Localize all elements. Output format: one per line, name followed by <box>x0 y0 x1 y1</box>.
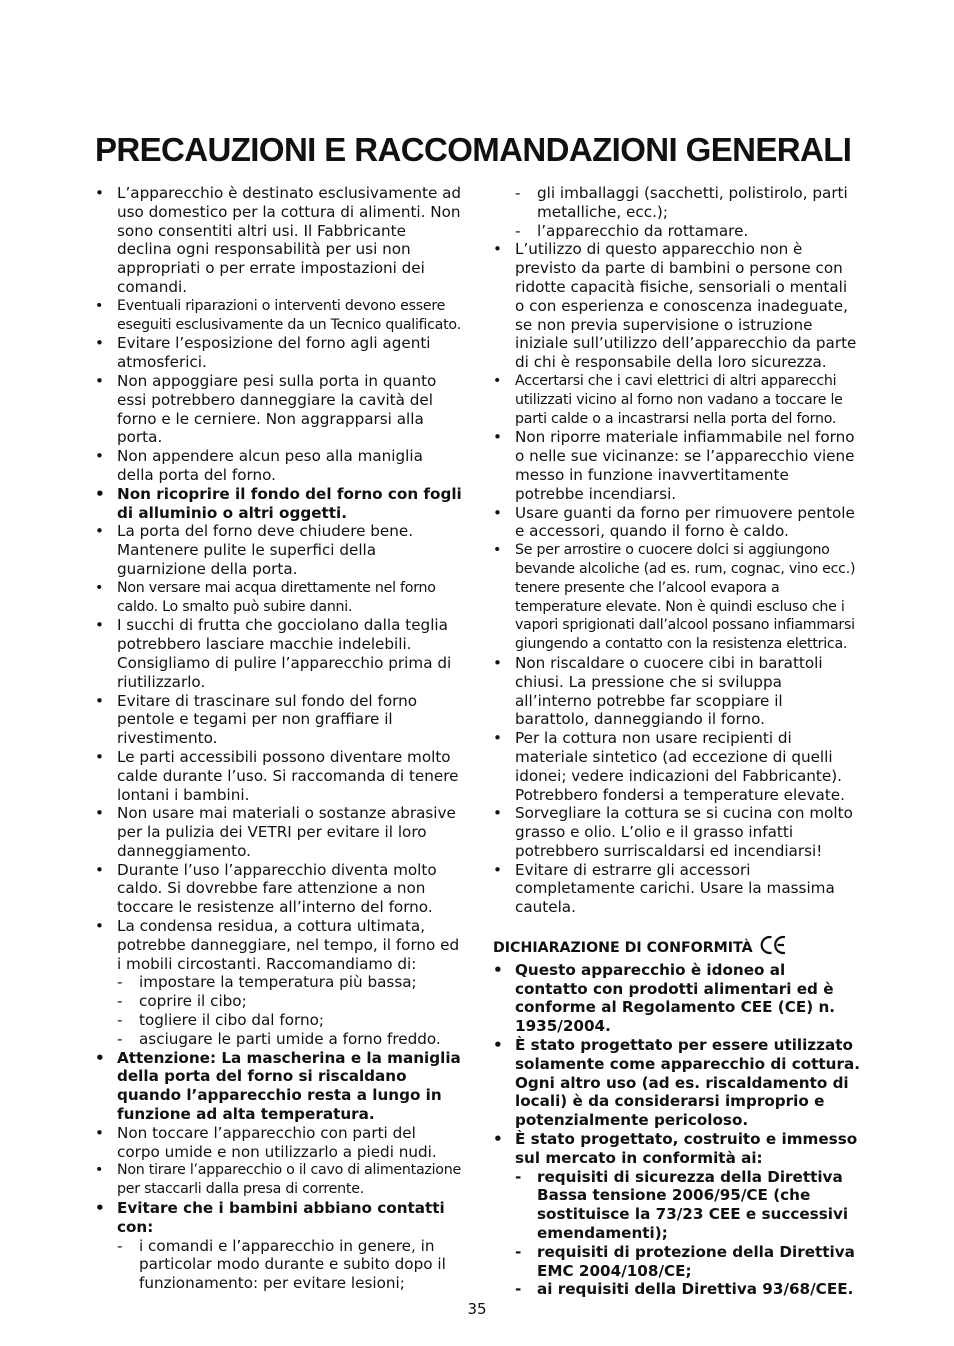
list-item <box>95 861 463 917</box>
list-item <box>95 1124 463 1162</box>
list-item <box>493 861 861 917</box>
list-item <box>95 616 463 691</box>
item-text: L’utilizzo di questo apparecchio non è previsto da parte di bambini o persone con ridotte capacità fisiche, sensoriali o mentali o con esperienza e conoscenza inadeguate, se non previa supervisione o istruzione iniziale sull’utilizzo dell’apparecchio da parte di chi è responsabile della loro sicurezza. <box>515 240 857 372</box>
list-item <box>95 692 463 748</box>
list-item <box>493 240 861 372</box>
sub-item-text: togliere il cibo dal forno; <box>139 1011 324 1030</box>
item-text: Le parti accessibili possono diventare molto calde durante l’uso. Si raccomanda di tenere lontani i bambini. <box>117 747 459 804</box>
sub-item-text: requisiti di sicurezza della Direttiva Bassa tensione 2006/95/CE (che sostituisce la 73/23 CEE e successivi emendamenti); <box>537 1167 849 1243</box>
bullet: • <box>95 579 104 596</box>
list-item <box>95 748 463 804</box>
list-item <box>493 729 861 804</box>
bullet: • <box>95 860 104 879</box>
item-text: Non appendere alcun peso alla maniglia della porta del forno. <box>117 447 423 484</box>
item-text: Durante l’uso l’apparecchio diventa molto caldo. Si dovrebbe fare attenzione a non toccare le resistenze all’interno del forno. <box>117 860 437 917</box>
sub-item-text: asciugare le parti umide a forno freddo. <box>139 1029 441 1048</box>
bullet: • <box>95 1162 104 1179</box>
list-item <box>493 504 861 542</box>
item-text: La condensa residua, a cottura ultimata, potrebbe danneggiare, nel tempo, il forno ed i mobili circostanti. Raccomandiamo di: <box>117 917 460 973</box>
sub-item-text: impostare la temperatura più bassa; <box>139 973 417 992</box>
page-number: 35 <box>467 1300 487 1318</box>
dash: - <box>117 1011 123 1030</box>
dash: - <box>515 1167 522 1186</box>
list-item <box>493 654 861 729</box>
sub-item-bold <box>515 1243 861 1281</box>
item-text: Non ricoprire il fondo del forno con fogli di alluminio o altri oggetti. <box>117 484 462 522</box>
item-text: Evitare l’esposizione del forno agli agenti atmosferici. <box>117 334 431 372</box>
item-text: La porta del forno deve chiudere bene. Mantenere pulite le superfici della guarnizione della porta. <box>117 522 414 578</box>
item-text: L’apparecchio è destinato esclusivamente ad uso domestico per la cottura di alimenti. Non sono consentiti altri usi. Il Fabbricante declina ogni responsabilità per usi non appropriati o per errate impostazioni dei comandi. <box>117 184 462 296</box>
sub-item <box>117 1030 463 1049</box>
bullet: • <box>493 428 502 447</box>
item-text: Non versare mai acqua direttamente nel forno caldo. Lo smalto può subire danni. <box>117 579 436 615</box>
list-item-bold <box>95 1199 463 1237</box>
ce-mark-icon <box>760 935 788 961</box>
bullet: • <box>95 484 105 503</box>
list-item <box>493 372 861 428</box>
bullet: • <box>493 542 502 559</box>
item-text: Sorvegliare la cottura se si cucina con molto grasso e olio. L’olio e il grasso infatti potrebbero surriscaldarsi ed incendiarsi! <box>515 804 853 860</box>
sub-item-text: requisiti di protezione della Direttiva EMC 2004/108/CE; <box>537 1242 855 1280</box>
list-item-bold <box>493 1036 861 1130</box>
item-text: Non riscaldare o cuocere cibi in barattoli chiusi. La pressione che si sviluppa all’interno potrebbe far scoppiare il barattolo, danneggiando il forno. <box>515 653 823 729</box>
item-text: Questo apparecchio è idoneo al contatto con prodotti alimentari ed è conforme al Regolamento CEE (CE) n. 1935/2004. <box>515 960 836 1036</box>
sub-item <box>117 973 463 992</box>
bullet: • <box>95 184 104 202</box>
list-item <box>95 1161 463 1199</box>
bullet: • <box>95 371 104 390</box>
dash: - <box>515 184 521 202</box>
item-text: Usare guanti da forno per rimuovere pentole e accessori, quando il forno è caldo. <box>515 503 855 541</box>
sub-item-bold <box>515 1280 861 1299</box>
item-text: Attenzione: La mascherina e la maniglia della porta del forno si riscaldano quando l’apparecchio resta a lungo in funzione ad alta temperatura. <box>117 1048 461 1124</box>
dash: - <box>117 1029 123 1048</box>
list-item <box>95 184 463 297</box>
bullet: • <box>493 503 502 522</box>
right-column <box>493 184 861 1299</box>
sub-item <box>117 1011 463 1030</box>
conformity-heading-text: DICHIARAZIONE DI CONFORMITÀ <box>493 939 753 956</box>
item-text: Non toccare l’apparecchio con parti del corpo umide e non utilizzarlo a piedi nudi. <box>117 1123 437 1161</box>
sub-item <box>515 222 861 241</box>
sub-item-text: l’apparecchio da rottamare. <box>537 221 749 240</box>
bullet: • <box>95 334 104 353</box>
item-text: Non riporre materiale infiammabile nel forno o nelle sue vicinanze: se l’apparecchio viene messo in funzione inavvertitamente potrebbe incendiarsi. <box>515 428 855 503</box>
sub-item-text: ai requisiti della Direttiva 93/68/CEE. <box>537 1280 854 1299</box>
item-text: Evitare di trascinare sul fondo del forno pentole e tegami per non graffiare il rivestimento. <box>117 691 418 748</box>
item-text: Per la cottura non usare recipienti di materiale sintetico (ad eccezione di quelli idonei; vedere indicazioni del Fabbricante). Potrebbero fondersi a temperature elevate. <box>515 729 845 804</box>
list-item <box>95 579 463 617</box>
bullet: • <box>95 447 104 466</box>
item-text: Eventuali riparazioni o interventi devono essere eseguiti esclusivamente da un Tecnico qualificato. <box>117 297 461 333</box>
left-column <box>95 184 463 1293</box>
item-text: È stato progettato per essere utilizzato solamente come apparecchio di cottura. Ogni altro uso (ad es. riscaldamento di locali) è da considerarsi improprio e potenzialmente pericoloso. <box>515 1036 860 1130</box>
sub-item-text: gli imballaggi (sacchetti, polistirolo, parti metalliche, ecc.); <box>537 184 848 221</box>
dash: - <box>515 221 521 240</box>
list-item-bold <box>493 961 861 1036</box>
dash: - <box>117 973 123 992</box>
item-text: Accertarsi che i cavi elettrici di altri apparecchi utilizzati vicino al forno non vadano a toccare le parti calde o a incastrarsi nella porta del forno. <box>515 372 843 427</box>
bullet: • <box>493 1130 503 1149</box>
list-item <box>95 372 463 447</box>
bullet: • <box>493 729 502 748</box>
bullet: • <box>493 1036 503 1055</box>
dash: - <box>117 1236 123 1255</box>
list-item <box>95 804 463 860</box>
bullet: • <box>493 653 502 672</box>
item-text: Se per arrostire o cuocere dolci si aggiungono bevande alcoliche (ad es. rum, cognac, vino ecc.) tenere presente che l’alcool evapora a temperature elevate. Non è quindi escluso che i vapori sprigionati dall’alcool possano infiammarsi giungendo a contatto con la resistenza elettrica. <box>515 542 856 653</box>
dash: - <box>515 1280 522 1299</box>
list-item <box>95 297 463 335</box>
item-text: Non appoggiare pesi sulla porta in quanto essi potrebbero danneggiare la cavità del forno e le cerniere. Non aggrapparsi alla porta. <box>117 371 437 447</box>
item-text: Non tirare l’apparecchio o il cavo di alimentazione per staccarli dalla presa di corrente. <box>117 1162 461 1198</box>
bullet: • <box>493 860 502 879</box>
bullet: • <box>493 960 503 979</box>
dash: - <box>117 992 123 1011</box>
bullet: • <box>95 691 104 710</box>
conformity-heading <box>493 935 861 961</box>
dash: - <box>515 1242 522 1261</box>
item-text: I succhi di frutta che gocciolano dalla teglia potrebbero lasciare macchie indelebili. Consigliamo di pulire l’apparecchio prima di riutilizzarlo. <box>117 616 452 691</box>
page-title: PRECAUZIONI E RACCOMANDAZIONI GENERALI <box>95 131 852 168</box>
sub-item <box>117 1237 463 1293</box>
bullet: • <box>493 372 502 389</box>
list-item <box>493 541 861 654</box>
list-item-bold <box>493 1130 861 1168</box>
list-item-bold <box>95 485 463 523</box>
list-item <box>95 522 463 578</box>
item-text: È stato progettato, costruito e immesso sul mercato in conformità ai: <box>515 1130 858 1167</box>
list-item <box>493 804 861 860</box>
list-item <box>95 447 463 485</box>
sub-item <box>515 184 861 222</box>
bullet: • <box>95 804 104 823</box>
bullet: • <box>95 1199 105 1218</box>
bullet: • <box>493 804 502 823</box>
bullet: • <box>95 522 104 541</box>
list-item-bold <box>95 1049 463 1124</box>
bullet: • <box>95 1123 104 1142</box>
item-text: Non usare mai materiali o sostanze abrasive per la pulizia dei VETRI per evitare il loro danneggiamento. <box>117 804 456 860</box>
item-text: Evitare che i bambini abbiano contatti con: <box>117 1199 445 1236</box>
bullet: • <box>95 616 104 635</box>
sub-item-text: i comandi e l’apparecchio in genere, in particolar modo durante e subito dopo il funzionamento: per evitare lesioni; <box>139 1236 446 1293</box>
sub-item-bold <box>515 1168 861 1243</box>
list-item <box>95 917 463 973</box>
sub-item <box>117 992 463 1011</box>
bullet: • <box>95 917 104 936</box>
list-item <box>95 334 463 372</box>
bullet: • <box>95 747 104 766</box>
bullet: • <box>95 1048 105 1067</box>
bullet: • <box>95 297 104 314</box>
list-item <box>493 428 861 503</box>
sub-item-text: coprire il cibo; <box>139 992 247 1011</box>
item-text: Evitare di estrarre gli accessori completamente carichi. Usare la massima cautela. <box>515 860 835 917</box>
bullet: • <box>493 240 502 259</box>
